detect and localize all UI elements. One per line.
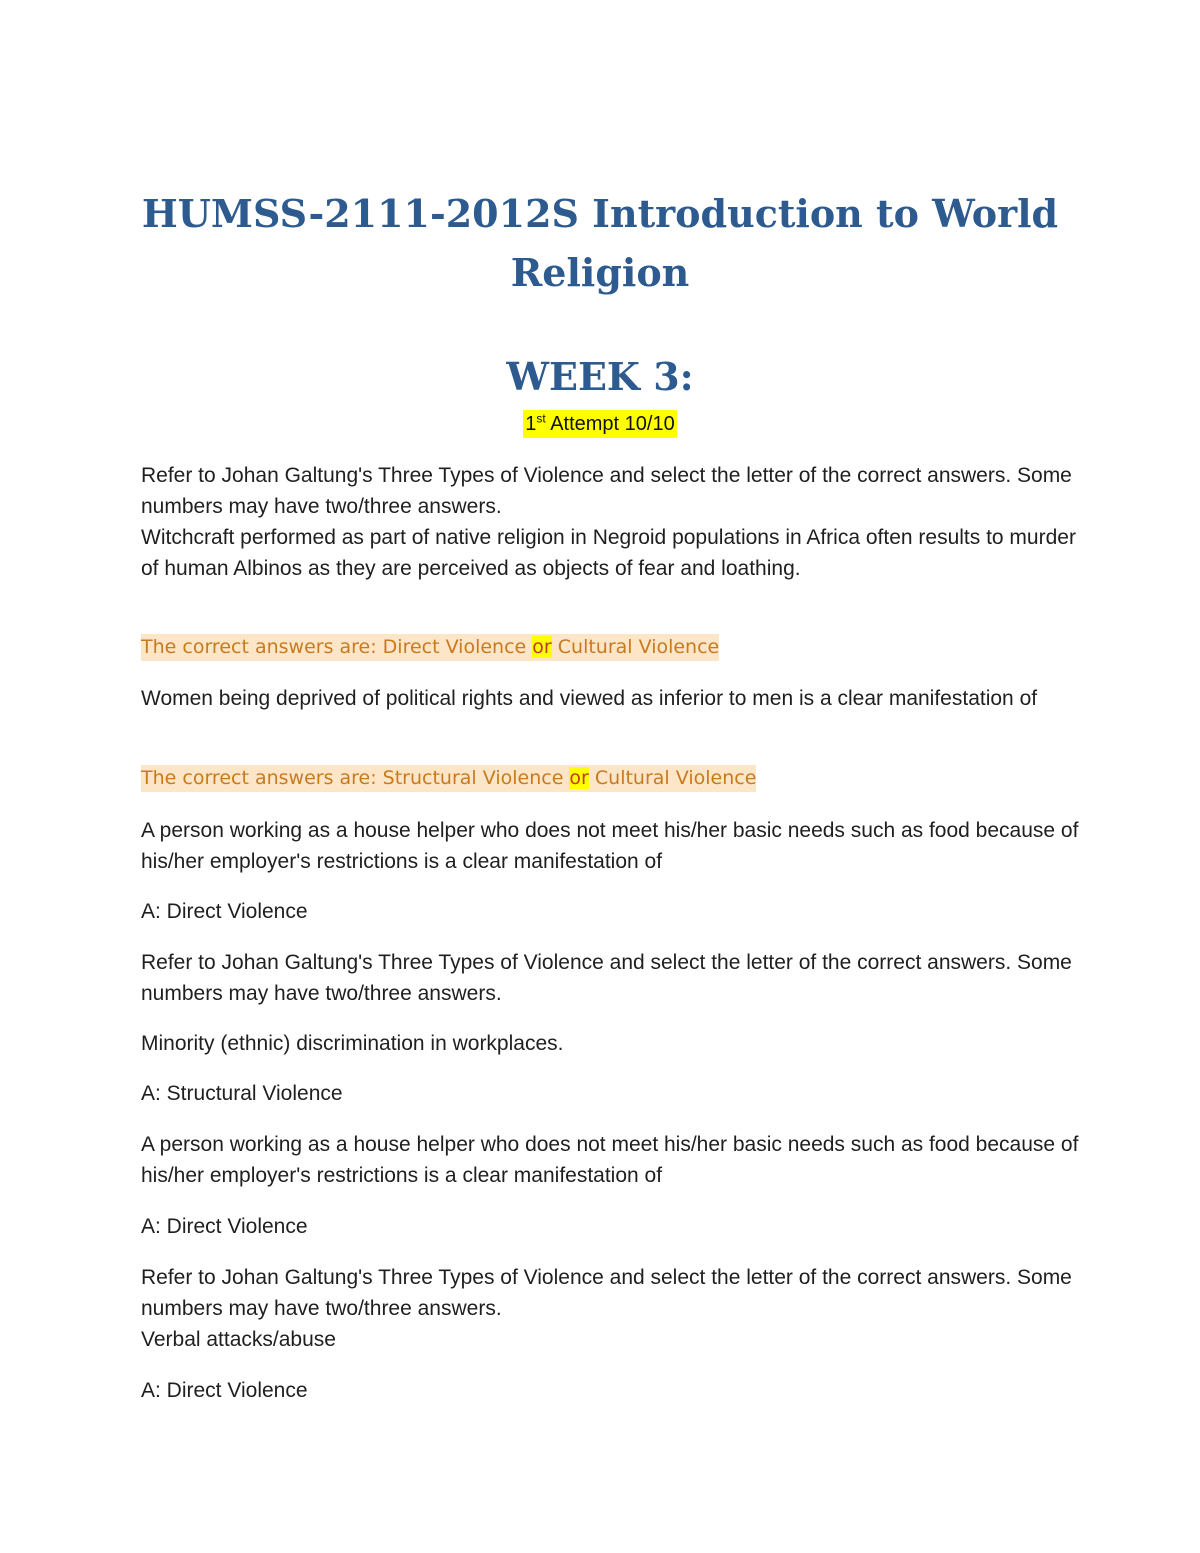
instruction-text: Refer to Johan Galtung's Three Types of Violence and select the letter of the correct answers. Some numbers may have two/three answers.: [141, 951, 1072, 1005]
document-title-line-2: Religion: [510, 250, 690, 295]
correct-answer-highlight: [141, 634, 719, 661]
answer-suffix: Cultural Violence: [588, 767, 757, 789]
attempt-label: Attempt 10/10: [545, 413, 675, 435]
answer-or-highlight: or: [569, 767, 589, 789]
attempt-badge: [523, 410, 676, 438]
question-text: Women being deprived of political rights and viewed as inferior to men is a clear manifestation of: [141, 687, 1038, 710]
answer-text: A: Direct Violence: [141, 900, 308, 923]
answer-text: A: Structural Violence: [141, 1082, 343, 1105]
attempt-line: [0, 410, 1200, 438]
question-text: A person working as a house helper who does not meet his/her basic needs such as food because of his/her employer's restrictions is a clear manifestation of: [141, 819, 1079, 873]
question-text: A person working as a house helper who does not meet his/her basic needs such as food because of his/her employer's restrictions is a clear manifestation of: [141, 1133, 1079, 1187]
attempt-ordinal-number: 1: [525, 413, 537, 435]
week-heading: WEEK 3:: [506, 354, 694, 399]
question-text: Minority (ethnic) discrimination in workplaces.: [141, 1032, 564, 1055]
answer-or-highlight: or: [532, 636, 552, 658]
correct-answer-highlight: [141, 765, 756, 792]
answer-suffix: Cultural Violence: [551, 636, 720, 658]
instruction-text: Refer to Johan Galtung's Three Types of Violence and select the letter of the correct answers. Some numbers may have two/three answers.: [141, 1266, 1072, 1320]
answer-text: A: Direct Violence: [141, 1215, 308, 1238]
question-text: Witchcraft performed as part of native religion in Negroid populations in Africa often results to murder of human Albinos as they are perceived as objects of fear and loathing.: [141, 526, 1076, 580]
instruction-text: Refer to Johan Galtung's Three Types of Violence and select the letter of the correct answers. Some numbers may have two/three answers.: [141, 464, 1072, 518]
attempt-ordinal-suffix: st: [536, 411, 546, 426]
answer-prefix: The correct answers are: Structural Violence: [141, 767, 570, 789]
question-text: Verbal attacks/abuse: [141, 1328, 336, 1351]
answer-text: A: Direct Violence: [141, 1379, 308, 1402]
answer-prefix: The correct answers are: Direct Violence: [141, 636, 533, 658]
document-title-line-1: HUMSS-2111-2012S Introduction to World: [141, 191, 1059, 236]
